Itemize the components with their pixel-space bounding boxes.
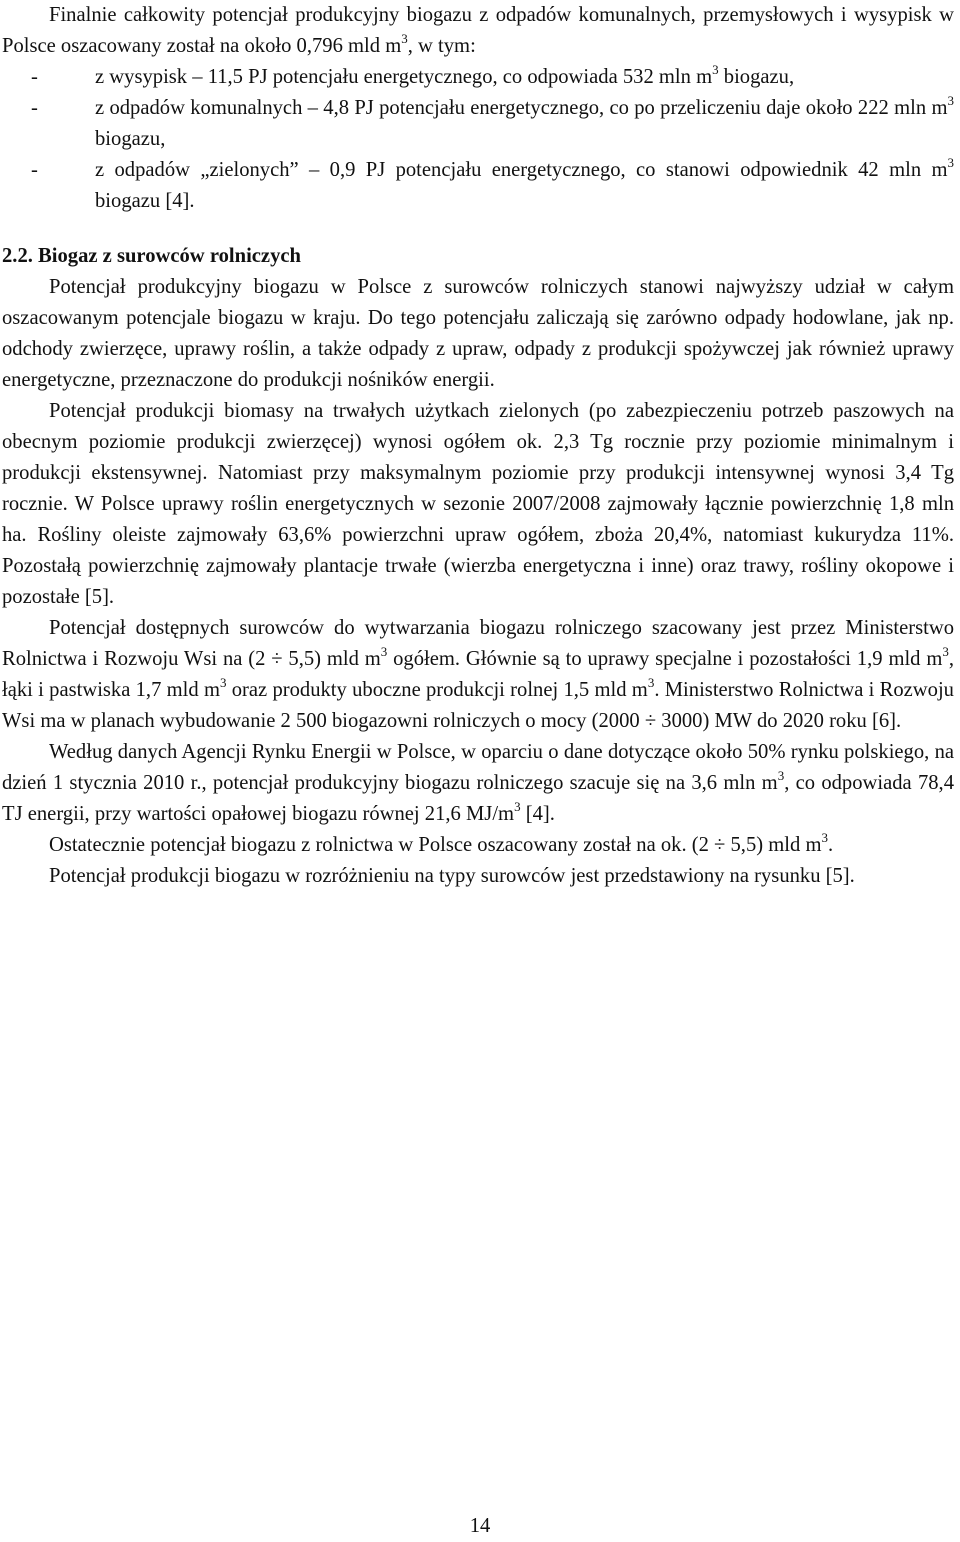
superscript: 3 <box>514 799 521 815</box>
list-item <box>2 93 954 155</box>
list-item-text: z odpadów komunalnych – 4,8 PJ potencjału energetycznego, co po przeliczeniu daje około 222 mln $m^3$ biogazu, <box>95 93 954 150</box>
section-heading: 2.2. Biogaz z surowców rolniczych <box>2 245 301 267</box>
source-list <box>2 62 954 217</box>
body-paragraph: Potencjał produkcji biogazu w rozróżnieniu na typy surowców jest przedstawiony na rysunku [5]. <box>49 865 855 887</box>
superscript: 3 <box>942 644 949 660</box>
body-paragraph: Według danych Agencji Rynku Energii w Polsce, w oparciu o dane dotyczące około 50% rynku polskiego, na dzień 1 stycznia 2010 r., potencjał produkcyjny biogazu rolniczego szacuje się na 3,6 mln $m^3$, co odpowiada 78,4 TJ energii, przy wartości opałowej biogazu równej 21,6 $MJ/m^3$ [4]. <box>2 741 954 825</box>
superscript: 3 <box>647 675 655 691</box>
body-paragraph: Potencjał dostępnych surowców do wytwarzania biogazu rolniczego szacowany jest przez Ministerstwo Rolnictwa i Rozwoju Wsi na (2 ÷ 5,5) mld $m^3$ ogółem. Głównie są to uprawy specjalne i pozostałości 1,9 mld $m^3$, łąki i pastwiska 1,7 mld $m^3$ oraz produkty uboczne produkcji rolnej 1,5 mld $m^3$. Ministerstwo Rolnictwa i Rozwoju Wsi ma w planach wybudowanie 2 500 biogazowni rolniczych o mocy (2000 ÷ 3000) MW do 2020 roku [6]. <box>2 617 955 732</box>
list-item-text: z wysypisk – 11,5 PJ potencjału energetycznego, co odpowiada 532 mln $m^3$ biogazu, <box>95 62 795 88</box>
superscript: 3 <box>401 31 408 47</box>
body-paragraph: Potencjał produkcyjny biogazu w Polsce z surowców rolniczych stanowi najwyższy udział w całym oszacowanym potencjale biogazu w kraju. Do tego potencjału zaliczają się zarówno odpady hodowlane, jak np. odchody zwierzęce, uprawy roślin, a także odpady z upraw, odpady z produkcji spożywczej jak również uprawy energetyczne, przeznaczone do produkcji nośników energii. <box>2 276 954 391</box>
list-bullet: - <box>31 159 38 181</box>
list-bullet: - <box>31 66 38 88</box>
superscript: 3 <box>947 93 954 109</box>
intro-paragraph: Finalnie całkowity potencjał produkcyjny biogazu z odpadów komunalnych, przemysłowych i wysypisk w Polsce oszacowany został na około 0,796 mld $m^3$, w tym: <box>2 4 954 57</box>
body-paragraph: Potencjał produkcji biomasy na trwałych użytkach zielonych (po zabezpieczeniu potrzeb paszowych na obecnym poziomie produkcji zwierzęcej) wynosi ogółem ok. 2,3 Tg rocznie przy poziomie minimalnym i produkcji ekstensywnej. Natomiast przy maksymalnym poziomie przy produkcji intensywnej wynosi 3,4 Tg rocznie. W Polsce uprawy roślin energetycznych w sezonie 2007/2008 zajmowały łącznie powierzchnię 1,8 mln ha. Rośliny oleiste zajmowały 63,6% powierzchni upraw ogółem, zboża 20,4%, natomiast kukurydza 11%. Pozostałą powierzchnię zajmowały plantacje trwałe (wierzba energetyczna i inne) oraz trawy, rośliny okopowe i pozostałe [5]. <box>2 400 954 608</box>
body-paragraph: Ostatecznie potencjał biogazu z rolnictwa w Polsce oszacowany został na ok. (2 ÷ 5,5) mld $m^3$. <box>49 830 834 856</box>
list-bullet: - <box>31 97 38 119</box>
superscript: 3 <box>821 830 828 846</box>
superscript: 3 <box>947 155 954 171</box>
list-item-text: z odpadów „zielonych” – 0,9 PJ potencjału energetycznego, co stanowi odpowiednik 42 mln $m^3$ biogazu [4]. <box>95 155 954 212</box>
page-content <box>2 0 954 892</box>
list-item <box>2 155 954 217</box>
superscript: 3 <box>777 768 785 784</box>
superscript: 3 <box>219 675 227 691</box>
page-number: 14 <box>469 1515 491 1537</box>
superscript: 3 <box>380 644 388 660</box>
superscript: 3 <box>712 62 719 78</box>
list-item <box>2 62 954 93</box>
